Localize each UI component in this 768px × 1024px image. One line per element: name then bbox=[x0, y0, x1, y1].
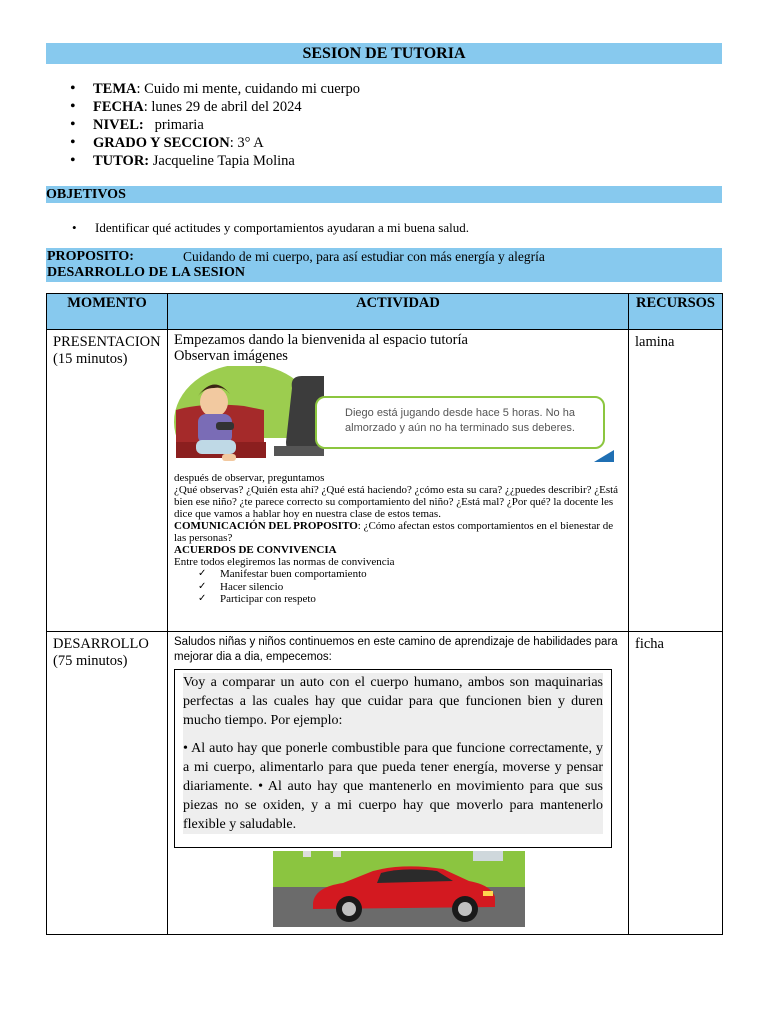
agreements-list bbox=[174, 568, 622, 606]
bullet-icon: • bbox=[72, 220, 77, 235]
header-resources: RECURSOS bbox=[629, 294, 723, 330]
speech-bubble: Diego está jugando desde hace 5 horas. No ha almorzado y aún no ha terminado sus deberes. bbox=[315, 396, 605, 449]
info-item-tema: • TEMA: Cuido mi mente, cuidando mi cuerpo bbox=[70, 80, 360, 98]
questions-text: ¿Qué observas? ¿Quién esta ahí? ¿Qué está haciendo? ¿cómo esta su cara? ¿¿puedes describir? ¿Está bien ese niño? ¿te parece correcto su comportamiento del niño? ¿Está mal? ¿Por qué? la docente les dice que vamos a hablar hoy en nuestra clase de estos temas. bbox=[174, 484, 619, 520]
table-row-presentation bbox=[47, 330, 723, 632]
info-item-tutor: • TUTOR: Jacqueline Tapia Molina bbox=[70, 152, 360, 170]
comparison-textbox bbox=[174, 669, 612, 848]
development-heading: DESARROLLO DE LA SESION bbox=[47, 265, 246, 280]
agreement-item: ✓ Hacer silencio bbox=[198, 581, 622, 594]
purpose-section bbox=[46, 248, 722, 282]
moment-name: DESARROLLO bbox=[53, 636, 149, 652]
agreements-heading: ACUERDOS DE CONVIVENCIA bbox=[174, 544, 337, 556]
comparison-paragraph-1: Voy a comparar un auto con el cuerpo humano, ambos son maquinarias perfectas a las cuales hay que cuidar para que funcionen bien y duren mucho tiempo. Por ejemplo: bbox=[183, 675, 603, 728]
purpose-label: PROPOSITO: bbox=[47, 249, 134, 264]
illustration-boy-gaming bbox=[174, 366, 614, 472]
agreement-item: ✓ Participar con respeto bbox=[198, 593, 622, 606]
objectives-heading: OBJETIVOS bbox=[46, 186, 722, 203]
info-item-fecha: • FECHA: lunes 29 de abril del 2024 bbox=[70, 98, 360, 116]
resource-cell: lamina bbox=[629, 330, 723, 632]
communication-purpose: COMUNICACIÓN DEL PROPOSITO: ¿Cómo afectan estos comportamientos en el bienestar de las personas? bbox=[174, 520, 614, 544]
header-activity: ACTIVIDAD bbox=[168, 294, 629, 330]
table-header-row bbox=[47, 294, 723, 330]
agreement-item: ✓ Manifestar buen comportamiento bbox=[198, 568, 622, 581]
red-car-illustration bbox=[273, 851, 525, 927]
agreements-intro: Entre todos elegiremos las normas de convivencia bbox=[174, 556, 395, 568]
session-info-list bbox=[70, 80, 360, 170]
purpose-text: Cuidando de mi cuerpo, para así estudiar con más energía y alegría bbox=[183, 249, 545, 264]
session-table bbox=[46, 293, 723, 935]
development-intro: Saludos niñas y niños continuemos en este camino de aprendizaje de habilidades para mejorar dia a dia, empecemos: bbox=[174, 636, 618, 663]
activity-intro: Empezamos dando la bienvenida al espacio tutoría bbox=[174, 332, 468, 348]
objective-item: • Identificar qué actitudes y comportamientos ayudaran a mi buena salud. bbox=[72, 220, 469, 235]
moment-cell bbox=[47, 632, 168, 935]
car-image bbox=[273, 851, 622, 932]
activity-cell bbox=[168, 330, 629, 632]
after-observe-text: después de observar, preguntamos bbox=[174, 472, 325, 484]
moment-name: PRESENTACION bbox=[53, 334, 161, 350]
header-moment: MOMENTO bbox=[47, 294, 168, 330]
info-item-nivel: • NIVEL: primaria bbox=[70, 116, 360, 134]
comparison-paragraph-2: • Al auto hay que ponerle combustible para que funcione correctamente, y a mi cuerpo, alimentarlo para que pueda tener energía, moverse y pensar diariamente. • Al auto hay que mantenerlo en movimiento para que sus piezas no se oxiden, y a mi cuerpo hay que moverlo para mantenerlo flexible y saludable. bbox=[183, 730, 603, 834]
info-item-grado: • GRADO Y SECCION: 3° A bbox=[70, 134, 360, 152]
resource-cell: ficha bbox=[629, 632, 723, 935]
moment-cell bbox=[47, 330, 168, 632]
moment-time: (75 minutos) bbox=[53, 653, 128, 669]
activity-observe: Observan imágenes bbox=[174, 348, 288, 364]
page-title: SESION DE TUTORIA bbox=[46, 43, 722, 64]
moment-time: (15 minutos) bbox=[53, 351, 128, 367]
activity-cell bbox=[168, 632, 629, 935]
table-row-development bbox=[47, 632, 723, 935]
